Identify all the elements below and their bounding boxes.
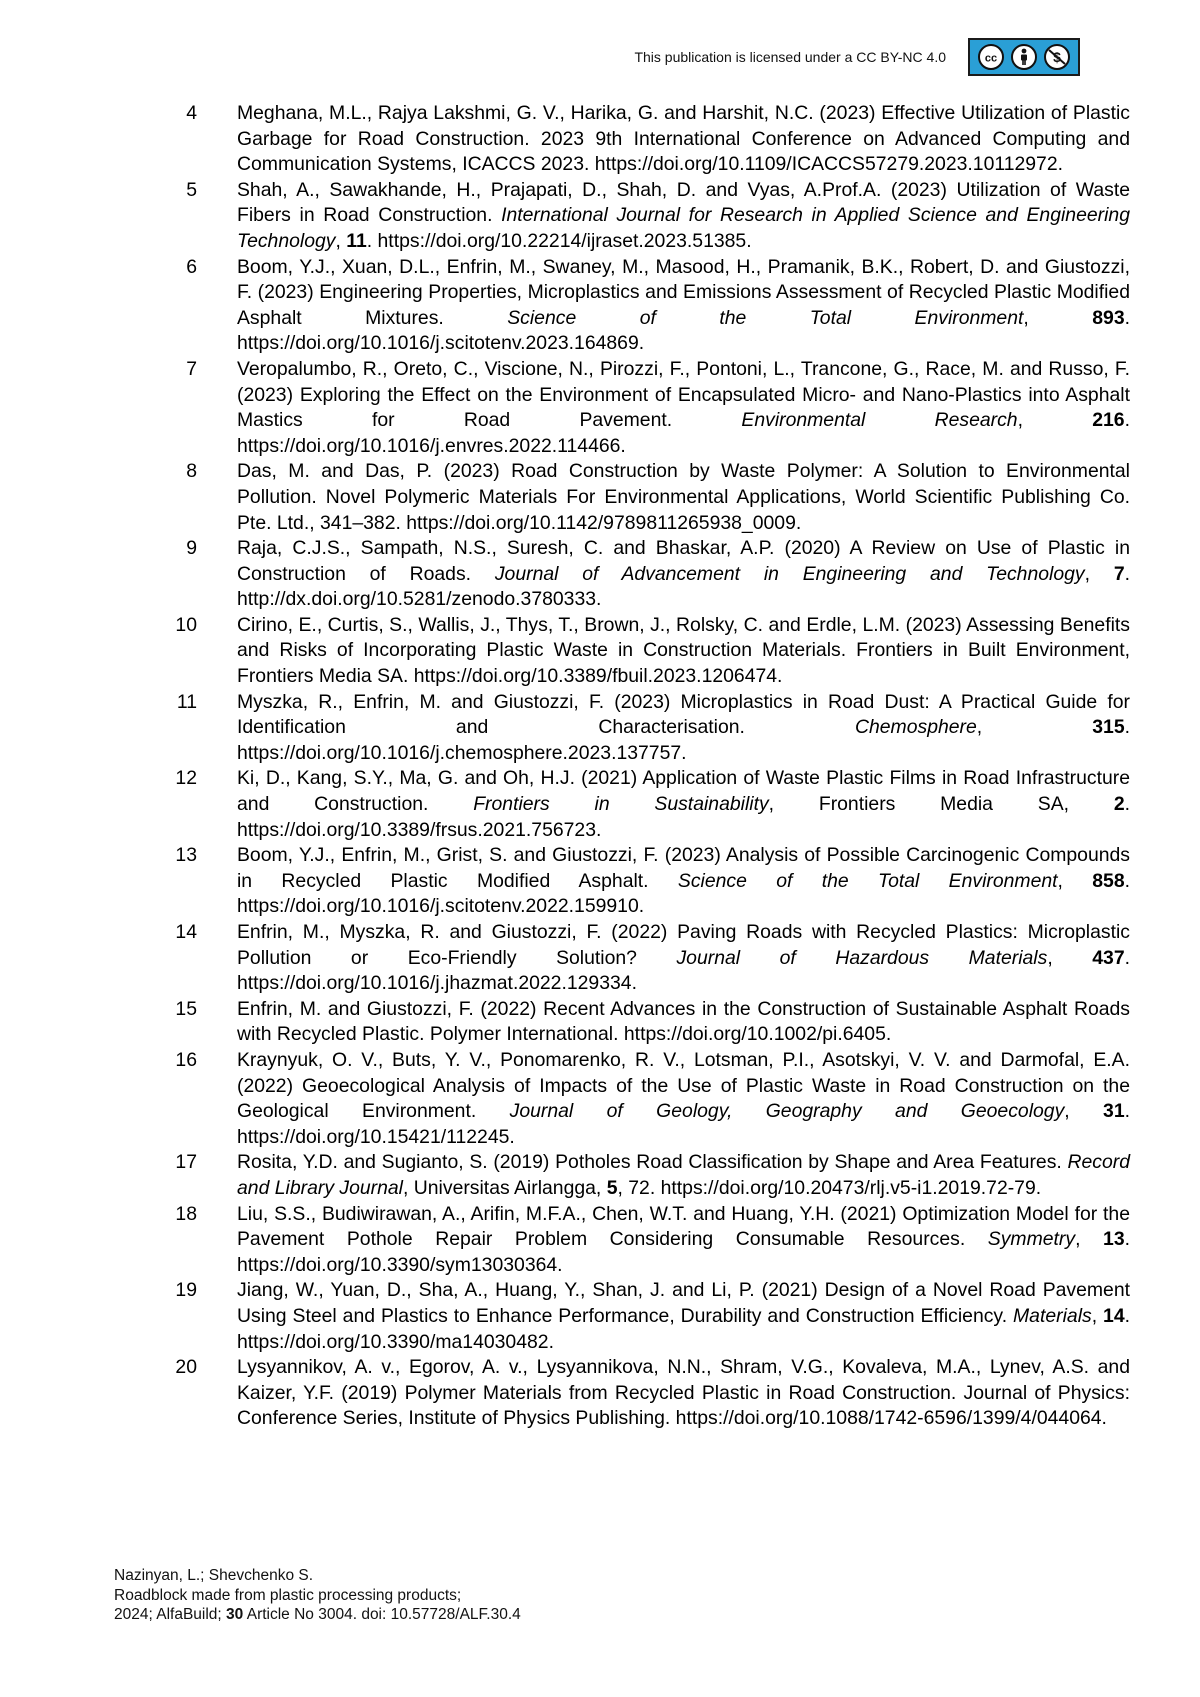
reference-number: 16 xyxy=(0,1048,197,1074)
reference-item xyxy=(0,920,1130,997)
reference-item xyxy=(0,357,1130,459)
reference-text: Das, M. and Das, P. (2023) Road Construction by Waste Polymer: A Solution to Environmental Pollution. Novel Polymeric Materials For Environmental Applications, World Scientific Publishing Co. Pte. Ltd., 341–382. https://doi.org/10.1142/9789811265938_0009. xyxy=(237,459,1130,536)
footer-volume: 30 xyxy=(226,1606,243,1623)
svg-text:cc: cc xyxy=(985,53,997,65)
reference-number: 4 xyxy=(0,101,197,127)
reference-item xyxy=(0,536,1130,613)
reference-text: Boom, Y.J., Enfrin, M., Grist, S. and Giustozzi, F. (2023) Analysis of Possible Carcinogenic Compounds in Recycled Plastic Modified Asphalt. Science of the Total Environment, 858. https://doi.org/10.1016/j.scitotenv.2022.159910. xyxy=(237,843,1130,920)
reference-number: 20 xyxy=(0,1355,197,1381)
reference-number: 7 xyxy=(0,357,197,383)
reference-text: Cirino, E., Curtis, S., Wallis, J., Thys, T., Brown, J., Rolsky, C. and Erdle, L.M. (2023) Assessing Benefits and Risks of Incorporating Plastic Waste in Construction Materials. Frontiers in Built Environment, Frontiers Media SA. https://doi.org/10.3389/fbuil.2023.1206474. xyxy=(237,613,1130,690)
reference-text: Kraynyuk, O. V., Buts, Y. V., Ponomarenko, R. V., Lotsman, P.I., Asotskyi, V. V. and Darmofal, E.A. (2022) Geoecological Analysis of Impacts of the Use of Plastic Waste in Road Construction on the Geological Environment. Journal of Geology, Geography and Geoecology, 31. https://doi.org/10.15421/112245. xyxy=(237,1048,1130,1150)
reference-number: 9 xyxy=(0,536,197,562)
footer-title: Roadblock made from plastic processing products; xyxy=(114,1586,521,1606)
reference-text: Rosita, Y.D. and Sugianto, S. (2019) Potholes Road Classification by Shape and Area Features. Record and Library Journal, Universitas Airlangga, 5, 72. https://doi.org/10.20473/rlj.v5-i1.2019.72-79. xyxy=(237,1150,1130,1201)
reference-text: Enfrin, M. and Giustozzi, F. (2022) Recent Advances in the Construction of Sustainable Asphalt Roads with Recycled Plastic. Polymer International. https://doi.org/10.1002/pi.6405. xyxy=(237,997,1130,1048)
cc-license-badge[interactable] xyxy=(968,38,1080,76)
reference-number: 13 xyxy=(0,843,197,869)
reference-text: Boom, Y.J., Xuan, D.L., Enfrin, M., Swaney, M., Masood, H., Pramanik, B.K., Robert, D. and Giustozzi, F. (2023) Engineering Properties, Microplastics and Emissions Assessment of Recycled Plastic Modified Asphalt Mixtures. Science of the Total Environment, 893. https://doi.org/10.1016/j.scitotenv.2023.164869. xyxy=(237,255,1130,357)
reference-number: 6 xyxy=(0,255,197,281)
reference-text: Shah, A., Sawakhande, H., Prajapati, D., Shah, D. and Vyas, A.Prof.A. (2023) Utilization of Waste Fibers in Road Construction. International Journal for Research in Applied Science and Engineering Technology, 11. https://doi.org/10.22214/ijraset.2023.51385. xyxy=(237,178,1130,255)
reference-item xyxy=(0,1355,1130,1432)
reference-number: 8 xyxy=(0,459,197,485)
reference-item xyxy=(0,1150,1130,1201)
reference-text: Liu, S.S., Budiwirawan, A., Arifin, M.F.A., Chen, W.T. and Huang, Y.H. (2021) Optimization Model for the Pavement Pothole Repair Problem Considering Consumable Resources. Symmetry, 13. https://doi.org/10.3390/sym13030364. xyxy=(237,1202,1130,1279)
reference-text: Veropalumbo, R., Oreto, C., Viscione, N., Pirozzi, F., Pontoni, L., Trancone, G., Race, M. and Russo, F. (2023) Exploring the Effect on the Environment of Encapsulated Micro- and Nano-Plastics into Asphalt Mastics for Road Pavement. Environmental Research, 216. https://doi.org/10.1016/j.envres.2022.114466. xyxy=(237,357,1130,459)
reference-number: 11 xyxy=(0,690,197,716)
reference-item xyxy=(0,178,1130,255)
reference-text: Enfrin, M., Myszka, R. and Giustozzi, F. (2022) Paving Roads with Recycled Plastics: Microplastic Pollution or Eco-Friendly Solution? Journal of Hazardous Materials, 437. https://doi.org/10.1016/j.jhazmat.2022.129334. xyxy=(237,920,1130,997)
reference-number: 17 xyxy=(0,1150,197,1176)
nc-dollar-icon xyxy=(1043,43,1071,71)
reference-number: 19 xyxy=(0,1278,197,1304)
footer-authors: Nazinyan, L.; Shevchenko S. xyxy=(114,1566,521,1586)
reference-number: 18 xyxy=(0,1202,197,1228)
reference-item xyxy=(0,766,1130,843)
reference-item xyxy=(0,1202,1130,1279)
reference-number: 15 xyxy=(0,997,197,1023)
reference-item xyxy=(0,613,1130,690)
reference-number: 5 xyxy=(0,178,197,204)
reference-item xyxy=(0,459,1130,536)
reference-number: 14 xyxy=(0,920,197,946)
license-header xyxy=(634,38,1080,76)
footer-citation: 2024; AlfaBuild; 30 Article No 3004. doi: 10.57728/ALF.30.4 xyxy=(114,1605,521,1625)
reference-item xyxy=(0,997,1130,1048)
reference-item xyxy=(0,255,1130,357)
reference-text: Meghana, M.L., Rajya Lakshmi, G. V., Harika, G. and Harshit, N.C. (2023) Effective Utilization of Plastic Garbage for Road Construction. 2023 9th International Conference on Advanced Computing and Communication Systems, ICACCS 2023. https://doi.org/10.1109/ICACCS57279.2023.10112972. xyxy=(237,101,1130,178)
reference-item xyxy=(0,843,1130,920)
reference-text: Jiang, W., Yuan, D., Sha, A., Huang, Y., Shan, J. and Li, P. (2021) Design of a Novel Road Pavement Using Steel and Plastics to Enhance Performance, Durability and Construction Efficiency. Materials, 14. https://doi.org/10.3390/ma14030482. xyxy=(237,1278,1130,1355)
reference-item xyxy=(0,101,1130,178)
reference-item xyxy=(0,1278,1130,1355)
reference-list xyxy=(0,101,1200,1432)
cc-icon xyxy=(977,43,1005,71)
reference-number: 12 xyxy=(0,766,197,792)
by-person-icon xyxy=(1010,43,1038,71)
reference-item xyxy=(0,1048,1130,1150)
reference-number: 10 xyxy=(0,613,197,639)
reference-text: Ki, D., Kang, S.Y., Ma, G. and Oh, H.J. (2021) Application of Waste Plastic Films in Road Infrastructure and Construction. Frontiers in Sustainability, Frontiers Media SA, 2. https://doi.org/10.3389/frsus.2021.756723. xyxy=(237,766,1130,843)
reference-text: Myszka, R., Enfrin, M. and Giustozzi, F. (2023) Microplastics in Road Dust: A Practical Guide for Identification and Characterisation. Chemosphere, 315. https://doi.org/10.1016/j.chemosphere.2023.137757. xyxy=(237,690,1130,767)
page-footer xyxy=(114,1566,521,1625)
reference-item xyxy=(0,690,1130,767)
license-text: This publication is licensed under a CC BY-NC 4.0 xyxy=(634,49,946,65)
reference-text: Raja, C.J.S., Sampath, N.S., Suresh, C. and Bhaskar, A.P. (2020) A Review on Use of Plastic in Construction of Roads. Journal of Advancement in Engineering and Technology, 7. http://dx.doi.org/10.5281/zenodo.3780333. xyxy=(237,536,1130,613)
reference-text: Lysyannikov, A. v., Egorov, A. v., Lysyannikova, N.N., Shram, V.G., Kovaleva, M.A., Lynev, A.S. and Kaizer, Y.F. (2019) Polymer Materials from Recycled Plastic in Road Construction. Journal of Physics: Conference Series, Institute of Physics Publishing. https://doi.org/10.1088/1742-6596/1399/4/044064. xyxy=(237,1355,1130,1432)
